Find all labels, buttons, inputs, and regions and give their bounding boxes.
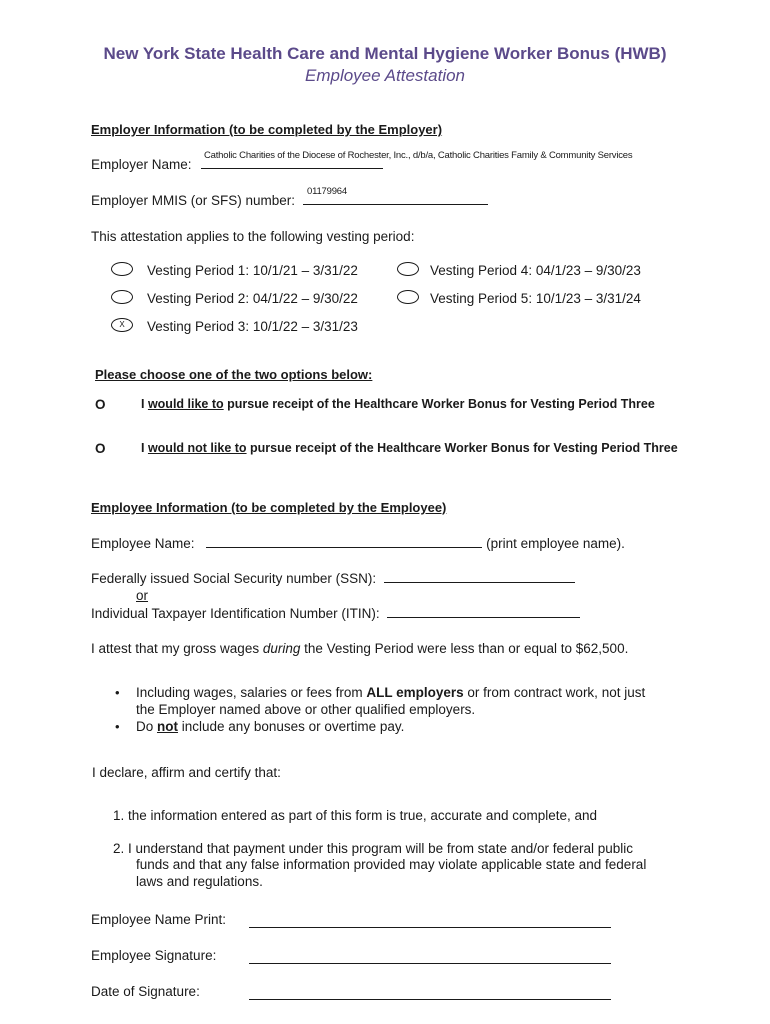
itin-field[interactable] (387, 617, 580, 618)
vesting-period-3-radio[interactable]: X (111, 318, 133, 332)
bullet-2-text: Do not include any bonuses or overtime pay. (136, 719, 405, 734)
bullet-1-text: Including wages, salaries or fees from ALL employers or from contract work, not just (136, 685, 646, 700)
vesting-period-2-radio[interactable] (111, 290, 133, 304)
option-1-text: I would like to pursue receipt of the Healthcare Worker Bonus for Vesting Period Three (141, 397, 655, 411)
employee-name-row: Employee Name: (print employee name). (91, 536, 625, 551)
bullet-1-dot: • (115, 685, 120, 700)
declaration-item-2-line3: laws and regulations. (136, 874, 263, 889)
attest-statement: I attest that my gross wages during the Vesting Period were less than or equal to $62,500. (91, 641, 629, 656)
option-2-text: I would not like to pursue receipt of the Healthcare Worker Bonus for Vesting Period Three (141, 441, 678, 455)
vesting-period-3-label: Vesting Period 3: 10/1/22 – 3/31/23 (147, 319, 358, 334)
declare-statement: I declare, affirm and certify that: (92, 765, 281, 780)
declaration-item-1: 1. the information entered as part of this form is true, accurate and complete, and (113, 808, 598, 823)
date-of-signature-label: Date of Signature: (91, 984, 200, 999)
employer-section-heading: Employer Information (to be completed by the Employer) (91, 122, 443, 137)
employee-signature-label: Employee Signature: (91, 948, 217, 963)
ssn-row: Federally issued Social Security number (SSN): (91, 571, 575, 586)
bullet-2-dot: • (115, 719, 120, 734)
form-title: New York State Health Care and Mental Hygiene Worker Bonus (HWB) (103, 44, 667, 63)
option-1-marker[interactable]: O (95, 397, 106, 412)
declaration-item-2-line2: funds and that any false information provided may violate applicable state and federal (136, 857, 647, 872)
vesting-period-5-radio[interactable] (397, 290, 419, 304)
employee-section-heading: Employee Information (to be completed by the Employee) (91, 500, 447, 515)
employee-name-print-field[interactable] (249, 912, 611, 928)
itin-row: Individual Taxpayer Identification Number (ITIN): (91, 606, 580, 621)
bullet-1-text-line2: the Employer named above or other qualified employers. (136, 702, 476, 717)
declaration-item-2-line1: 2. I understand that payment under this program will be from state and/or federal public (113, 841, 634, 856)
date-of-signature-field[interactable] (249, 984, 611, 1000)
employee-name-field[interactable] (206, 547, 482, 548)
employer-name-label: Employer Name: (91, 157, 383, 172)
option-2-marker[interactable]: O (95, 441, 106, 456)
vesting-intro: This attestation applies to the following vesting period: (91, 229, 415, 244)
vesting-period-4-label: Vesting Period 4: 04/1/23 – 9/30/23 (430, 263, 641, 278)
or-label: or (136, 588, 149, 603)
employer-mmis-field[interactable] (303, 204, 488, 205)
vesting-period-4-radio[interactable] (397, 262, 419, 276)
form-subtitle: Employee Attestation (304, 66, 465, 85)
employee-signature-field[interactable] (249, 948, 611, 964)
employer-mmis-value: 01179964 (307, 186, 347, 197)
vesting-period-5-label: Vesting Period 5: 10/1/23 – 3/31/24 (430, 291, 641, 306)
employee-name-print-label: Employee Name Print: (91, 912, 227, 927)
employer-mmis-label: Employer MMIS (or SFS) number: (91, 193, 488, 208)
employer-name-value: Catholic Charities of the Diocese of Rochester, Inc., d/b/a, Catholic Charities Family & Community Services (204, 150, 633, 161)
vesting-period-2-label: Vesting Period 2: 04/1/22 – 9/30/22 (147, 291, 358, 306)
vesting-period-1-label: Vesting Period 1: 10/1/21 – 3/31/22 (147, 263, 358, 278)
vesting-period-1-radio[interactable] (111, 262, 133, 276)
employer-name-field[interactable] (201, 168, 383, 169)
ssn-field[interactable] (384, 582, 575, 583)
options-heading: Please choose one of the two options below: (95, 367, 373, 382)
